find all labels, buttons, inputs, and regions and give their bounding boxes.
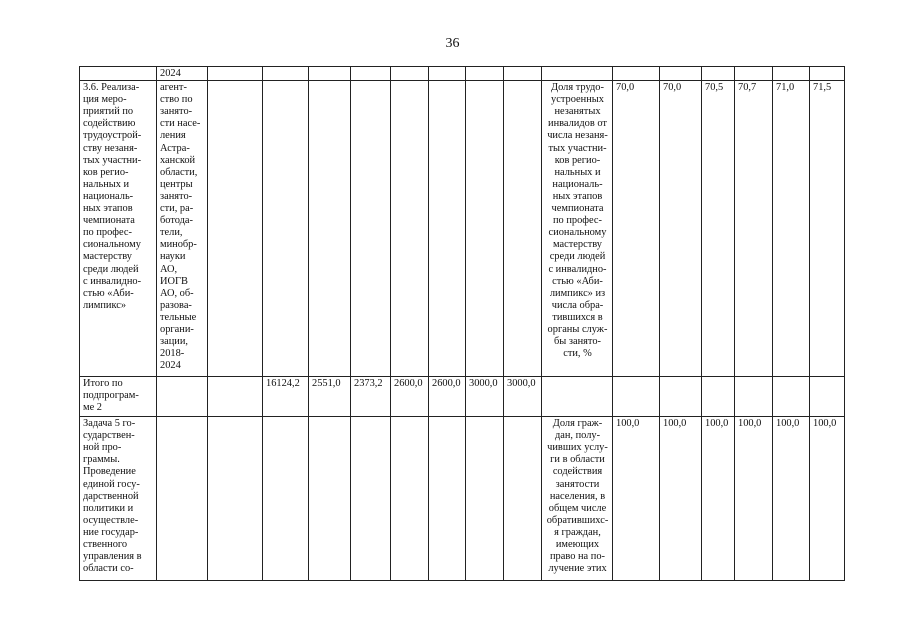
value-cell — [735, 377, 773, 417]
value-cell — [810, 377, 845, 417]
finance-cell — [309, 67, 351, 81]
value-cell: 70,0 — [660, 81, 702, 377]
finance-cell: 2600,0 — [429, 377, 466, 417]
executor-cell: агент- ство по занято- сти насе- ления Астра- ханской области, центры занято- сти, ра- ботода- тели, минобр- науки АО, ИОГВ АО, об- разова- тельные органи- зации, 2018- 2024 — [157, 81, 208, 377]
finance-cell — [309, 81, 351, 377]
measure-cell — [80, 67, 157, 81]
table-row — [80, 417, 845, 581]
executor-cell — [157, 377, 208, 417]
program-table — [79, 66, 845, 581]
finance-cell — [504, 81, 542, 377]
finance-cell — [263, 67, 309, 81]
finance-cell — [504, 417, 542, 581]
finance-cell — [429, 81, 466, 377]
finance-cell — [351, 67, 391, 81]
table-row — [80, 81, 845, 377]
measure-cell: Итого по подпрограм- ме 2 — [80, 377, 157, 417]
table-row — [80, 67, 845, 81]
finance-cell — [208, 67, 263, 81]
value-cell: 70,7 — [735, 81, 773, 377]
indicator-cell — [542, 377, 613, 417]
finance-cell — [391, 67, 429, 81]
value-cell: 100,0 — [773, 417, 810, 581]
table-body — [80, 67, 845, 581]
value-cell — [660, 377, 702, 417]
indicator-cell: Доля трудо- устроенных незанятых инвалидов от числа незаня- тых участни- ков регио- нальных и националь- ных этапов чемпионата по профес- сиональному мастерству среди людей с инвалидно- стью «Аби- лимпикс» из числа обра- тившихся в органы служ- бы занято- сти, % — [542, 81, 613, 377]
value-cell: 100,0 — [702, 417, 735, 581]
finance-cell: 2600,0 — [391, 377, 429, 417]
indicator-cell — [542, 67, 613, 81]
finance-cell — [208, 417, 263, 581]
finance-cell — [466, 417, 504, 581]
finance-cell — [429, 67, 466, 81]
finance-cell — [391, 81, 429, 377]
finance-cell: 2551,0 — [309, 377, 351, 417]
finance-cell: 16124,2 — [263, 377, 309, 417]
finance-cell — [208, 81, 263, 377]
executor-cell — [157, 417, 208, 581]
finance-cell — [309, 417, 351, 581]
value-cell — [613, 67, 660, 81]
value-cell: 70,5 — [702, 81, 735, 377]
measure-cell: 3.6. Реализа- ция меро- приятий по содействию трудоустрой- ству незаня- тых участни- ков регио- нальных и националь- ных этапов чемпионата по профес- сиональному мастерству среди людей с инвалидно- стью «Аби- лимпикс» — [80, 81, 157, 377]
page-number: 36 — [445, 36, 460, 51]
value-cell: 100,0 — [613, 417, 660, 581]
value-cell — [773, 67, 810, 81]
finance-cell — [351, 81, 391, 377]
finance-cell — [263, 417, 309, 581]
value-cell: 71,0 — [773, 81, 810, 377]
table-row — [80, 377, 845, 417]
value-cell — [660, 67, 702, 81]
finance-cell — [391, 417, 429, 581]
finance-cell — [351, 417, 391, 581]
executor-cell: 2024 — [157, 67, 208, 81]
value-cell — [810, 67, 845, 81]
finance-cell — [504, 67, 542, 81]
value-cell: 70,0 — [613, 81, 660, 377]
value-cell — [702, 67, 735, 81]
value-cell — [702, 377, 735, 417]
indicator-cell: Доля граж- дан, полу- чивших услу- ги в области содействия занятости населения, в общем числе обратившихс- я граждан, имеющих право на по- лучение этих — [542, 417, 613, 581]
finance-cell — [466, 81, 504, 377]
value-cell: 100,0 — [810, 417, 845, 581]
measure-cell: Задача 5 го- сударствен- ной про- граммы. Проведение единой госу- дарственной политики и осуществле- ние государ- ственного управления в области со- — [80, 417, 157, 581]
finance-cell — [263, 81, 309, 377]
value-cell — [773, 377, 810, 417]
value-cell — [613, 377, 660, 417]
finance-cell: 3000,0 — [466, 377, 504, 417]
value-cell — [735, 67, 773, 81]
finance-cell: 3000,0 — [504, 377, 542, 417]
finance-cell — [208, 377, 263, 417]
finance-cell — [429, 417, 466, 581]
value-cell: 100,0 — [660, 417, 702, 581]
value-cell: 100,0 — [735, 417, 773, 581]
finance-cell — [466, 67, 504, 81]
value-cell: 71,5 — [810, 81, 845, 377]
finance-cell: 2373,2 — [351, 377, 391, 417]
